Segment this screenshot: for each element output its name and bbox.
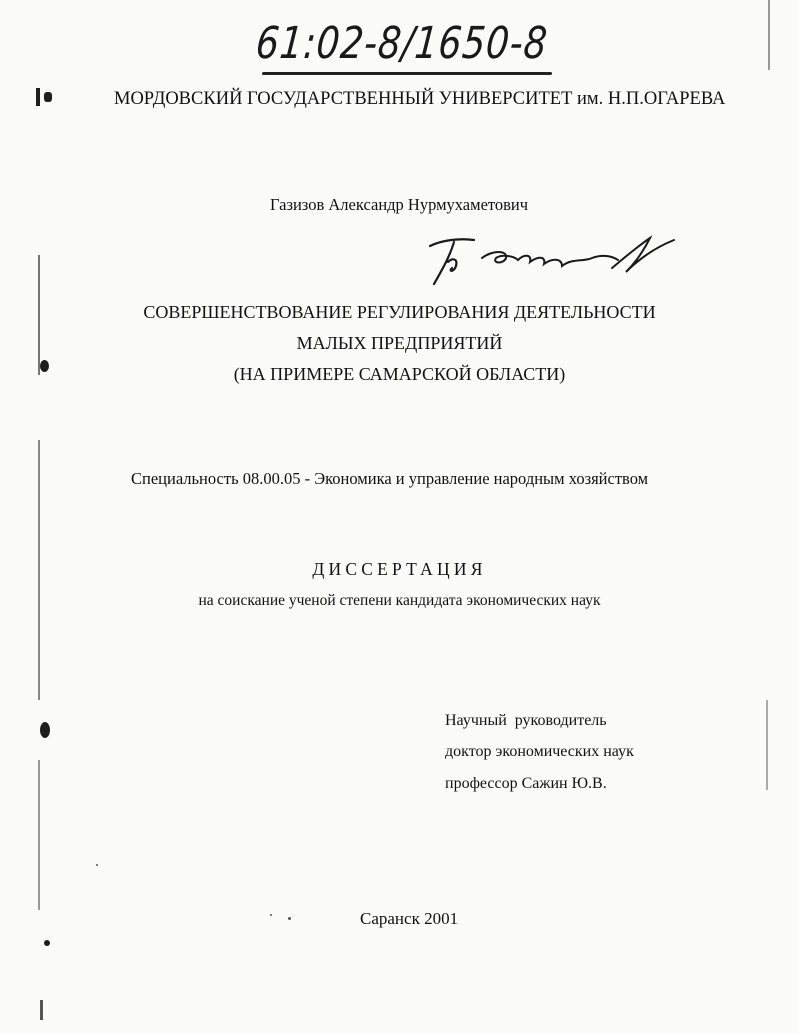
scan-artifact	[36, 88, 40, 106]
scan-artifact	[38, 760, 40, 910]
scan-artifact	[288, 917, 291, 920]
author-signature	[412, 228, 682, 288]
dissertation-title-line: МАЛЫХ ПРЕДПРИЯТИЙ	[296, 333, 503, 353]
degree-purpose: на соискание ученой степени кандидата экономических наук	[198, 592, 601, 609]
scan-artifact	[44, 92, 52, 102]
dissertation-title-line: (НА ПРИМЕРЕ САМАРСКОЙ ОБЛАСТИ)	[233, 364, 566, 384]
archive-code: 61:02-8/1650-8	[253, 18, 550, 69]
document-type: ДИССЕРТАЦИЯ	[312, 559, 487, 579]
scan-artifact	[766, 700, 768, 790]
archive-code-underline	[262, 72, 552, 75]
advisor-line: доктор экономических наук	[445, 743, 634, 760]
author-name: Газизов Александр Нурмухаметович	[270, 195, 529, 214]
scan-artifact	[40, 722, 50, 738]
dissertation-title-line: СОВЕРШЕНСТВОВАНИЕ РЕГУЛИРОВАНИЯ ДЕЯТЕЛЬНОСТИ	[143, 302, 656, 322]
university-name: МОРДОВСКИЙ ГОСУДАРСТВЕННЫЙ УНИВЕРСИТЕТ им. Н.П.ОГАРЕВА	[114, 89, 726, 109]
scan-artifact	[96, 864, 98, 866]
advisor-line: Научный руководитель	[445, 712, 607, 729]
place-and-year: Саранск 2001	[360, 909, 459, 928]
scan-artifact	[270, 914, 272, 916]
specialty: Специальность 08.00.05 - Экономика и управление народным хозяйством	[131, 469, 649, 488]
scan-artifact	[40, 1000, 43, 1020]
advisor-line: профессор Сажин Ю.В.	[445, 775, 607, 792]
scan-artifact	[44, 940, 50, 946]
scan-artifact	[768, 0, 770, 70]
